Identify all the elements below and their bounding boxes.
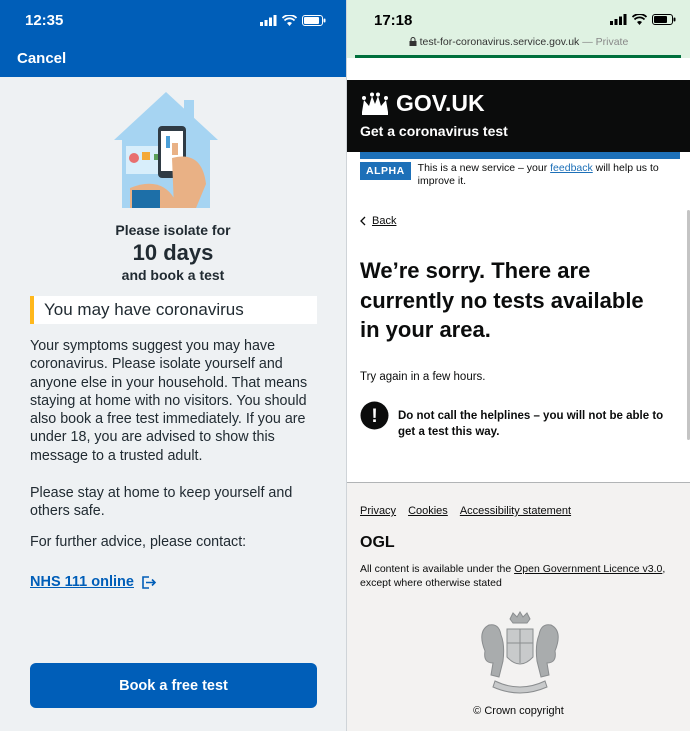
cancel-button[interactable]: Cancel — [17, 50, 67, 67]
status-time-right: 17:18 — [374, 12, 413, 29]
battery-icon — [302, 15, 326, 26]
govuk-footer — [347, 482, 690, 731]
status-icons-right — [610, 14, 676, 25]
signal-icon — [260, 15, 277, 26]
house-phone-illustration — [110, 88, 222, 210]
header-blue-strip — [360, 152, 680, 159]
symptoms-paragraph: Your symptoms suggest you may have coronavirus. Please isolate yourself and anyone else in your household. That means staying at home with no visitors. You should also book a free test immediately. If you are under 18, you are advised to show this message to a trusted adult. — [30, 338, 308, 464]
private-label: — Private — [582, 36, 629, 48]
wifi-icon — [282, 15, 297, 26]
care-card-heading — [30, 296, 317, 324]
govuk-web-screen — [347, 0, 690, 731]
nhs-111-link[interactable] — [30, 574, 157, 590]
external-link-icon — [141, 576, 157, 589]
status-bar — [0, 0, 346, 40]
advice-paragraph: For further advice, please contact: — [30, 534, 247, 550]
licence-text: All content is available under the Open Government Licence v3.0, except where otherwise stated — [360, 563, 666, 589]
chevron-left-icon — [360, 216, 366, 226]
service-name[interactable]: Get a coronavirus test — [360, 123, 508, 139]
signal-icon — [610, 14, 627, 25]
lock-icon — [409, 37, 417, 46]
warning-text — [360, 401, 678, 440]
warning-icon — [360, 401, 389, 430]
status-time: 12:35 — [25, 11, 64, 29]
footer-link-accessibility[interactable]: Accessibility statement — [459, 505, 572, 517]
nav-bar — [0, 40, 346, 77]
warning-message: Do not call the helplines – you will not be able to get a test this way. — [398, 410, 664, 438]
page-title: We’re sorry. There are currently no tests available in your area. — [360, 258, 644, 342]
back-link[interactable] — [360, 215, 396, 227]
battery-icon — [652, 14, 676, 25]
phase-banner — [360, 162, 676, 188]
footer-links — [360, 505, 571, 517]
nhs-111-link-label: NHS 111 online — [30, 574, 134, 590]
crown-icon — [360, 92, 390, 116]
phase-banner-text: This is a new service – your feedback will help us to improve it. — [417, 162, 659, 187]
page-top-stripe — [355, 55, 681, 58]
govuk-logo-text: GOV.UK — [396, 90, 485, 116]
isolate-intro: Please isolate for — [115, 222, 231, 238]
footer-link-cookies[interactable]: Cookies — [408, 505, 448, 517]
svg-text:!: ! — [371, 406, 378, 427]
licence-link[interactable]: Open Government Licence v3.0 — [514, 563, 663, 575]
try-again-text: Try again in a few hours. — [360, 371, 486, 383]
safari-top-bar — [347, 0, 690, 58]
crown-copyright-link[interactable]: © Crown copyright — [473, 705, 564, 717]
govuk-header — [347, 80, 690, 152]
govuk-logo[interactable] — [360, 90, 690, 117]
ogl-logo — [360, 533, 396, 549]
feedback-link[interactable]: feedback — [550, 162, 593, 174]
url-bar[interactable] — [347, 36, 690, 48]
isolate-book-test: and book a test — [121, 267, 225, 283]
footer-link-privacy[interactable]: Privacy — [360, 505, 397, 517]
book-free-test-button[interactable]: Book a free test — [30, 663, 317, 708]
care-card-title: You may have coronavirus — [44, 300, 244, 319]
back-link-label: Back — [372, 215, 397, 227]
isolate-days: 10 days — [132, 240, 214, 265]
stay-home-paragraph: Please stay at home to keep yourself and others safe. — [30, 485, 293, 520]
svg-text:OGL: OGL — [360, 534, 395, 549]
royal-crest-icon — [465, 611, 575, 701]
url-text: test-for-coronavirus.service.gov.uk — [419, 36, 580, 48]
phase-tag: ALPHA — [360, 162, 411, 180]
wifi-icon — [632, 14, 647, 25]
status-icons — [260, 15, 326, 26]
